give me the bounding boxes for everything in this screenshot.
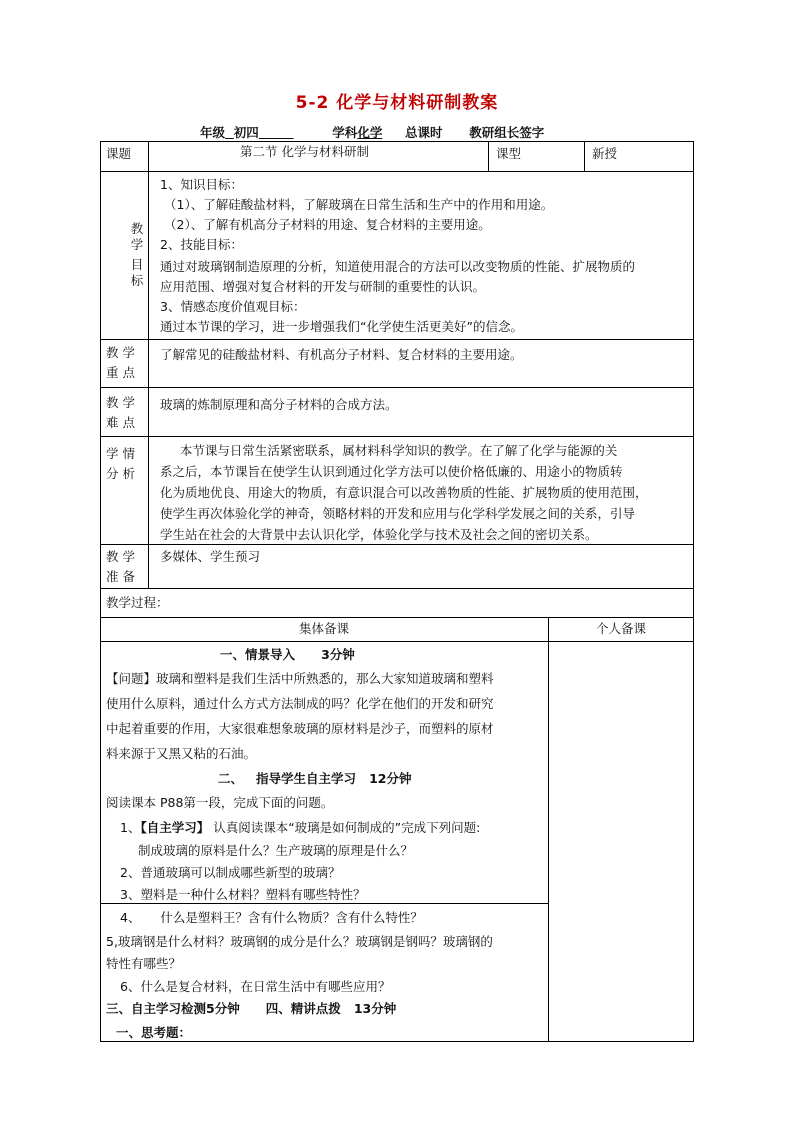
analysis-line: 化为质地优良、用途大的物质，有意识混合可以改善物质的性能、扩展物质的使用范围，	[160, 485, 648, 500]
section1-line: 料来源于又黑又粘的石油。	[106, 746, 257, 761]
section1-heading: 一、情景导入 3分钟	[220, 647, 355, 662]
question-6: 6、什么是复合材料，在日常生活中有哪些应用？	[120, 979, 391, 994]
objective-line: 通过本节课的学习，进一步增强我们“化学使生活更美好”的信念。	[160, 319, 523, 334]
difficulty-label-2: 难 点	[106, 415, 135, 430]
preparation-label-1: 教 学	[106, 549, 135, 564]
difficulty-text: 玻璃的炼制原理和高分子材料的合成方法。	[160, 397, 398, 412]
subject-label: 学科	[332, 125, 358, 140]
sign-label: 教研组长签字	[469, 125, 545, 140]
lesson-plan-table	[100, 141, 694, 1042]
hours-label: 总课时	[405, 125, 443, 140]
difficulty-label-1: 教 学	[106, 395, 135, 410]
section1-line: 中起着重要的作用，大家很难想象玻璃的原材料是沙子，而塑料的原材	[106, 721, 494, 736]
section2-heading: 二、 指导学生自主学习 12分钟	[218, 771, 412, 786]
objective-line: 3、情感态度价值观目标：	[160, 299, 306, 314]
focus-text: 了解常见的硅酸盐材料、有机高分子材料、复合材料的主要用途。	[160, 347, 523, 362]
question-5-line2: 特性有哪些？	[106, 956, 182, 971]
analysis-line: 学生站在社会的大背景中去认识化学，体验化学与技术及社会之间的密切关系。	[160, 527, 598, 542]
section3-sub: 一、思考题：	[116, 1025, 192, 1040]
grade-value: 初四	[233, 125, 259, 140]
analysis-line: 本节课与日常生活紧密联系，属材料科学知识的教学。在了解了化学与能源的关	[160, 443, 618, 458]
objectives-label-1: 教学	[130, 221, 144, 252]
section2-intro: 阅读课本 P88第一段，完成下面的问题。	[106, 795, 334, 810]
section1-line: 使用什么原料，通过什么方式方法制成的吗？化学在他们的开发和研究	[106, 696, 494, 711]
process-label: 教学过程：	[106, 595, 169, 610]
analysis-label-2: 分 析	[106, 466, 135, 481]
grade-label: 年级	[200, 125, 226, 140]
objective-line: 通过对玻璃钢制造原理的分析，知道使用混合的方法可以改变物质的性能、扩展物质的	[160, 259, 636, 274]
section3-heading: 三、自主学习检测5分钟 四、精讲点拨 13分钟	[106, 1001, 397, 1016]
lesson-type-value: 新授	[592, 146, 618, 161]
subject-value: 化学	[357, 125, 383, 140]
question-3: 3、塑料是一种什么材料？塑料有哪些特性？	[120, 887, 366, 902]
meta-line	[200, 123, 544, 141]
question-4: 4、 什么是塑料王？含有什么物质？含有什么特性？	[120, 910, 423, 925]
objectives-label-2: 目标	[130, 257, 144, 288]
focus-label-2: 重 点	[106, 365, 135, 380]
focus-label-1: 教 学	[106, 345, 135, 360]
analysis-line: 使学生再次体验化学的神奇，领略材料的开发和应用与化学科学发展之间的关系，引导	[160, 506, 636, 521]
analysis-line: 系之后，本节课旨在使学生认识到通过化学方法可以使价格低廉的、用途小的物质转	[160, 464, 623, 479]
question-5-line1: 5,玻璃钢是什么材料？玻璃钢的成分是什么？玻璃钢是钢吗？玻璃钢的	[106, 934, 493, 949]
objective-line: 2、技能目标：	[160, 237, 243, 252]
question-2: 2、普通玻璃可以制成哪些新型的玻璃？	[120, 865, 341, 880]
section1-line: 【问题】玻璃和塑料是我们生活中所熟悉的，那么大家知道玻璃和塑料	[106, 671, 494, 686]
topic-value: 第二节 化学与材料研制	[240, 144, 369, 159]
question-1-sub: 制成玻璃的原料是什么？生产玻璃的原理是什么？	[138, 843, 414, 858]
objective-line: （1）、了解硅酸盐材料，了解玻璃在日常生活和生产中的作用和用途。	[164, 197, 554, 212]
preparation-text: 多媒体、学生预习	[160, 549, 261, 564]
question-1: 1、【自主学习】 认真阅读课本“玻璃是如何制成的”完成下列问题:	[120, 820, 481, 835]
objective-line: 1、知识目标：	[160, 177, 243, 192]
objective-line: （2）、了解有机高分子材料的用途、复合材料的主要用途。	[164, 217, 491, 232]
page-title: 5-2 化学与材料研制教案	[295, 93, 499, 113]
analysis-label-1: 学 情	[106, 446, 135, 461]
personal-header: 个人备课	[595, 621, 646, 636]
topic-label: 课题	[106, 146, 132, 161]
collective-header: 集体备课	[298, 621, 349, 636]
lesson-type-label: 课型	[496, 146, 522, 161]
preparation-label-2: 准 备	[106, 569, 135, 584]
objective-line: 应用范围、增强对复合材料的开发与研制的重要性的认识。	[160, 279, 486, 294]
